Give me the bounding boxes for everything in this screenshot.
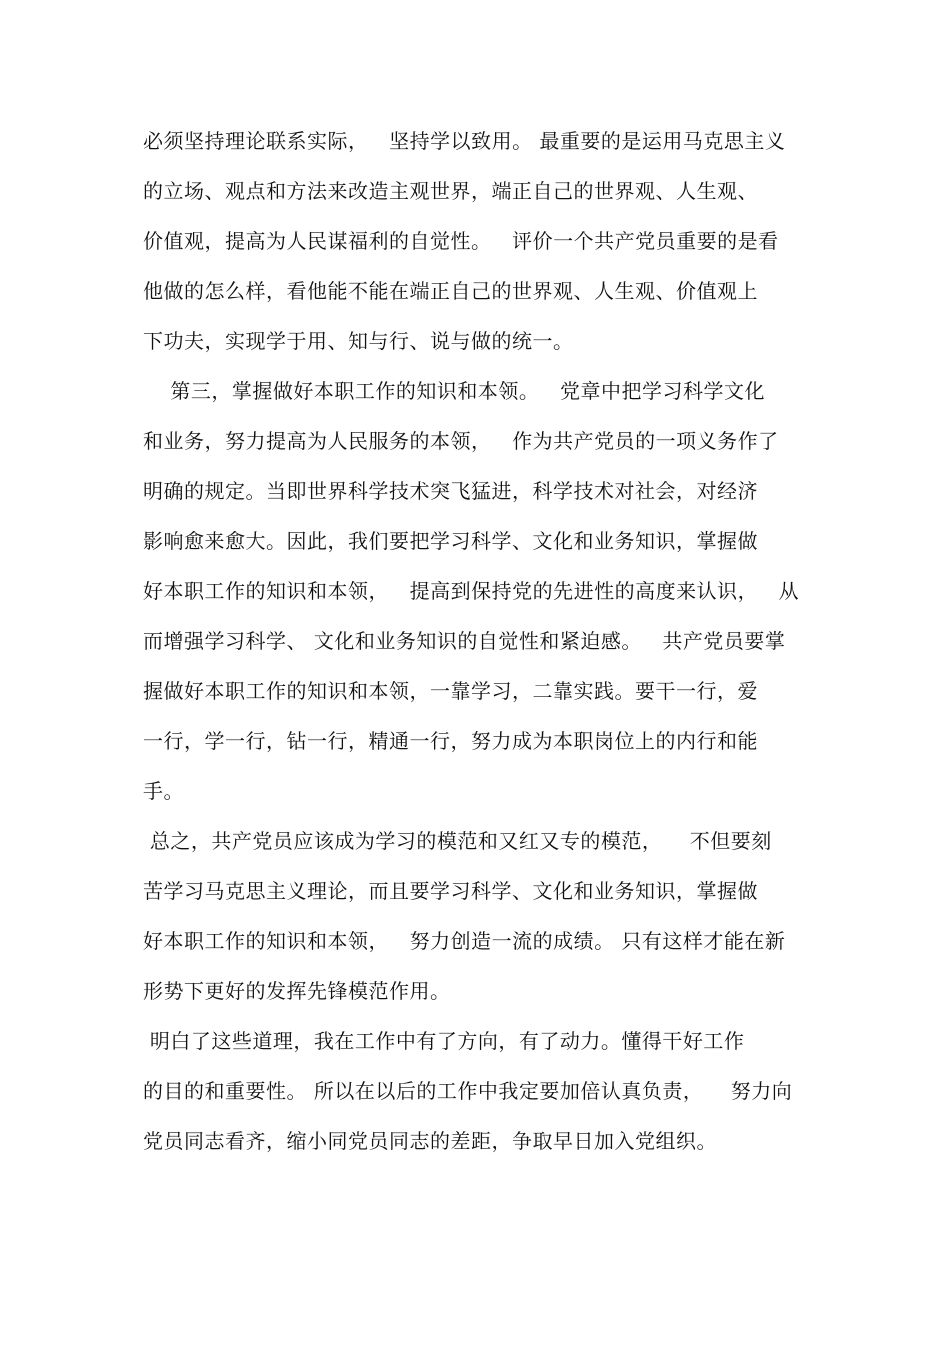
text-line: 下功夫，实现学于用、知与行、说与做的统一。	[143, 329, 574, 353]
text-line: 他做的怎么样，看他能不能在端正自己的世界观、人生观、价值观上	[143, 279, 758, 303]
text-line: 而增强学习科学、 文化和业务知识的自觉性和紧迫感。 共产党员要掌	[143, 629, 786, 653]
text-line: 影响愈来愈大。因此，我们要把学习科学、文化和业务知识，掌握做	[143, 529, 758, 553]
text-line: 必须坚持理论联系实际， 坚持学以致用。 最重要的是运用马克思主义	[143, 129, 786, 153]
text-line: 手。	[143, 779, 184, 803]
text-line: 好本职工作的知识和本领， 努力创造一流的成绩。 只有这样才能在新	[143, 929, 786, 953]
text-line: 形势下更好的发挥先锋模范作用。	[143, 979, 451, 1003]
text-line: 明白了这些道理，我在工作中有了方向，有了动力。懂得干好工作	[143, 1029, 745, 1053]
text-line: 的目的和重要性。 所以在以后的工作中我定要加倍认真负责， 努力向	[143, 1079, 793, 1103]
text-line: 苦学习马克思主义理论，而且要学习科学、文化和业务知识，掌握做	[143, 879, 758, 903]
text-line: 第三，掌握做好本职工作的知识和本领。 党章中把学习科学文化	[143, 379, 766, 403]
text-line: 价值观，提高为人民谋福利的自觉性。 评价一个共产党员重要的是看	[143, 229, 779, 253]
text-line: 和业务，努力提高为人民服务的本领， 作为共产党员的一项义务作了	[143, 429, 779, 453]
text-line: 一行，学一行，钻一行，精通一行，努力成为本职岗位上的内行和能	[143, 729, 758, 753]
text-line: 好本职工作的知识和本领， 提高到保持党的先进性的高度来认识， 从	[143, 579, 800, 603]
text-line: 总之，共产党员应该成为学习的模范和又红又专的模范， 不但要刻	[143, 829, 772, 853]
text-line: 握做好本职工作的知识和本领，一靠学习，二靠实践。要干一行，爱	[143, 679, 758, 703]
text-line: 党员同志看齐，缩小同党员同志的差距，争取早日加入党组织。	[143, 1129, 717, 1153]
text-line: 明确的规定。当即世界科学技术突飞猛进，科学技术对社会，对经济	[143, 479, 758, 503]
text-line: 的立场、观点和方法来改造主观世界，端正自己的世界观、人生观、	[143, 179, 758, 203]
